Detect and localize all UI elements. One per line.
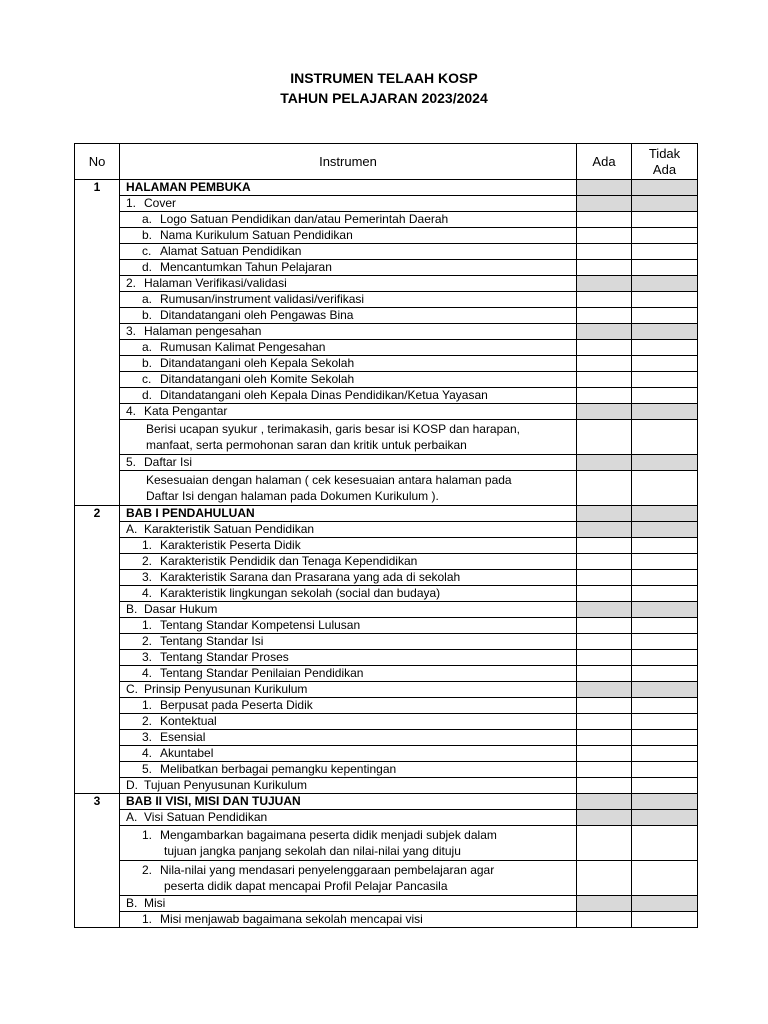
checkbox-cell-tidak-ada	[632, 794, 698, 810]
checkbox-cell-ada[interactable]	[577, 244, 632, 260]
table-row	[75, 618, 698, 634]
table-row	[75, 324, 698, 340]
item-text: Alamat Satuan Pendidikan	[160, 244, 302, 258]
instrument-item	[120, 730, 577, 746]
item-label: 2.	[142, 863, 153, 877]
header-ada: Ada	[577, 144, 632, 180]
table-row	[75, 778, 698, 794]
section-number: 2	[75, 506, 120, 794]
item-text: Esensial	[160, 730, 206, 744]
item-text: Melibatkan berbagai pemangku kepentingan	[160, 762, 397, 776]
instrument-table	[74, 143, 698, 928]
checkbox-cell-tidak-ada[interactable]	[632, 570, 698, 586]
checkbox-cell-tidak-ada[interactable]	[632, 618, 698, 634]
instrument-item	[120, 212, 577, 228]
item-text: Akuntabel	[160, 746, 214, 760]
instrument-item	[120, 826, 577, 861]
item-label: d.	[142, 260, 153, 274]
item-label: a.	[142, 292, 153, 306]
checkbox-cell-tidak-ada[interactable]	[632, 212, 698, 228]
item-label: 2.	[126, 276, 137, 290]
instrument-item	[120, 388, 577, 404]
checkbox-cell-tidak-ada[interactable]	[632, 912, 698, 928]
instrument-item	[120, 404, 577, 420]
instrument-item	[120, 666, 577, 682]
instrument-item	[120, 292, 577, 308]
table-row	[75, 650, 698, 666]
checkbox-cell-ada[interactable]	[577, 730, 632, 746]
instrument-item	[120, 698, 577, 714]
instrument-item	[120, 896, 577, 912]
table-row	[75, 570, 698, 586]
item-label: 1.	[142, 828, 153, 842]
item-label: 1.	[126, 196, 137, 210]
instrument-item	[120, 420, 577, 455]
item-text: Misi menjawab bagaimana sekolah mencapai visi	[160, 912, 423, 926]
instrument-item	[120, 810, 577, 826]
item-text: Nila-nilai yang mendasari penyelenggaraan pembelajaran agar	[160, 863, 495, 877]
header-tidak-ada	[632, 144, 698, 180]
table-row	[75, 372, 698, 388]
item-text: Tentang Standar Isi	[160, 634, 264, 648]
section-title: BAB II VISI, MISI DAN TUJUAN	[120, 794, 577, 810]
checkbox-cell-tidak-ada	[632, 682, 698, 698]
table-row	[75, 455, 698, 471]
item-label: b.	[142, 356, 153, 370]
checkbox-cell-ada[interactable]	[577, 912, 632, 928]
instrument-item	[120, 554, 577, 570]
item-text-continued: peserta didik dapat mencapai Profil Pelajar Pancasila	[164, 879, 448, 893]
instrument-item	[120, 324, 577, 340]
instrument-item	[120, 196, 577, 212]
item-text: Karakteristik Peserta Didik	[160, 538, 301, 552]
checkbox-cell-ada[interactable]	[577, 650, 632, 666]
checkbox-cell-ada	[577, 522, 632, 538]
section-number: 3	[75, 794, 120, 928]
checkbox-cell-tidak-ada	[632, 276, 698, 292]
header-instrumen: Instrumen	[120, 144, 577, 180]
item-text: Mencantumkan Tahun Pelajaran	[160, 260, 332, 274]
checkbox-cell-tidak-ada[interactable]	[632, 861, 698, 896]
checkbox-cell-ada[interactable]	[577, 618, 632, 634]
item-label: 3.	[142, 730, 153, 744]
item-text: Tentang Standar Penilaian Pendidikan	[160, 666, 364, 680]
checkbox-cell-tidak-ada	[632, 896, 698, 912]
instrument-item	[120, 471, 577, 506]
checkbox-cell-tidak-ada[interactable]	[632, 356, 698, 372]
table-row	[75, 554, 698, 570]
item-text: Nama Kurikulum Satuan Pendidikan	[160, 228, 353, 242]
checkbox-cell-ada	[577, 404, 632, 420]
checkbox-cell-tidak-ada[interactable]	[632, 634, 698, 650]
item-label: D.	[126, 778, 138, 792]
checkbox-cell-tidak-ada[interactable]	[632, 778, 698, 794]
checkbox-cell-tidak-ada[interactable]	[632, 650, 698, 666]
instrument-item	[120, 762, 577, 778]
checkbox-cell-ada[interactable]	[577, 340, 632, 356]
table-row	[75, 666, 698, 682]
instrument-item	[120, 522, 577, 538]
table-row	[75, 260, 698, 276]
item-text: Ditandatangani oleh Pengawas Bina	[160, 308, 354, 322]
item-text: Berisi ucapan syukur , terimakasih, garis besar isi KOSP dan harapan,	[146, 422, 520, 436]
item-label: 2.	[142, 714, 153, 728]
item-label: 4.	[142, 586, 153, 600]
section-row	[75, 180, 698, 196]
table-row	[75, 682, 698, 698]
header-tidak-ada-line1: Tidak	[648, 145, 681, 161]
checkbox-cell-ada[interactable]	[577, 356, 632, 372]
table-row	[75, 602, 698, 618]
item-text: Ditandatangani oleh Kepala Dinas Pendidikan/Ketua Yayasan	[160, 388, 488, 402]
instrument-item	[120, 244, 577, 260]
item-text-continued: manfaat, serta permohonan saran dan kritik untuk perbaikan	[146, 438, 467, 452]
checkbox-cell-tidak-ada[interactable]	[632, 586, 698, 602]
instrument-item	[120, 714, 577, 730]
section-number: 1	[75, 180, 120, 506]
item-text: Prinsip Penyusunan Kurikulum	[144, 682, 308, 696]
instrument-item	[120, 276, 577, 292]
instrument-item	[120, 778, 577, 794]
instrument-item	[120, 570, 577, 586]
item-label: 3.	[142, 570, 153, 584]
table-row	[75, 308, 698, 324]
item-label: c.	[142, 244, 152, 258]
item-text-continued: tujuan jangka panjang sekolah dan nilai-nilai yang dituju	[164, 844, 461, 858]
checkbox-cell-tidak-ada	[632, 602, 698, 618]
section-title: BAB I PENDAHULUAN	[120, 506, 577, 522]
item-text: Dasar Hukum	[144, 602, 218, 616]
item-text: Mengambarkan bagaimana peserta didik menjadi subjek dalam	[160, 828, 497, 842]
section-row	[75, 506, 698, 522]
table-header-row	[75, 144, 698, 180]
item-text: Ditandatangani oleh Komite Sekolah	[160, 372, 355, 386]
table-row	[75, 714, 698, 730]
item-text: Daftar Isi	[144, 455, 193, 469]
checkbox-cell-ada	[577, 896, 632, 912]
checkbox-cell-tidak-ada[interactable]	[632, 714, 698, 730]
checkbox-cell-ada	[577, 682, 632, 698]
table-row	[75, 276, 698, 292]
checkbox-cell-tidak-ada	[632, 455, 698, 471]
instrument-item	[120, 618, 577, 634]
checkbox-cell-ada[interactable]	[577, 714, 632, 730]
item-label: d.	[142, 388, 153, 402]
instrument-item	[120, 746, 577, 762]
item-label: A.	[126, 810, 138, 824]
table-row	[75, 404, 698, 420]
instrument-item	[120, 586, 577, 602]
item-text: Misi	[144, 896, 166, 910]
item-label: A.	[126, 522, 138, 536]
checkbox-cell-ada[interactable]	[577, 554, 632, 570]
item-text: Tujuan Penyusunan Kurikulum	[144, 778, 307, 792]
checkbox-cell-tidak-ada	[632, 180, 698, 196]
item-text: Tentang Standar Kompetensi Lulusan	[160, 618, 361, 632]
item-text: Halaman Verifikasi/validasi	[144, 276, 287, 290]
table-row	[75, 912, 698, 928]
document-subtitle: TAHUN PELAJARAN 2023/2024	[280, 90, 488, 106]
checkbox-cell-ada	[577, 196, 632, 212]
item-label: 2.	[142, 634, 153, 648]
table-row	[75, 522, 698, 538]
item-text: Halaman pengesahan	[144, 324, 262, 338]
checkbox-cell-ada	[577, 180, 632, 196]
checkbox-cell-tidak-ada[interactable]	[632, 292, 698, 308]
item-label: 5.	[126, 455, 137, 469]
instrument-item	[120, 372, 577, 388]
item-text: Ditandatangani oleh Kepala Sekolah	[160, 356, 355, 370]
header-tidak-ada-line2: Ada	[652, 161, 677, 177]
checkbox-cell-tidak-ada[interactable]	[632, 244, 698, 260]
checkbox-cell-ada[interactable]	[577, 861, 632, 896]
item-text: Rumusan/instrument validasi/verifikasi	[160, 292, 365, 306]
checkbox-cell-ada[interactable]	[577, 698, 632, 714]
checkbox-cell-tidak-ada[interactable]	[632, 471, 698, 506]
instrument-item	[120, 634, 577, 650]
item-label: a.	[142, 212, 153, 226]
item-label: 4.	[126, 404, 137, 418]
table-row	[75, 228, 698, 244]
checkbox-cell-ada	[577, 506, 632, 522]
table-row	[75, 730, 698, 746]
item-text: Tentang Standar Proses	[160, 650, 289, 664]
item-label: 2.	[142, 554, 153, 568]
checkbox-cell-ada	[577, 455, 632, 471]
checkbox-cell-ada[interactable]	[577, 292, 632, 308]
item-text: Karakteristik lingkungan sekolah (social dan budaya)	[160, 586, 441, 600]
item-text: Karakteristik Pendidik dan Tenaga Kependidikan	[160, 554, 418, 568]
checkbox-cell-tidak-ada[interactable]	[632, 308, 698, 324]
table-row	[75, 538, 698, 554]
section-row	[75, 794, 698, 810]
table-row	[75, 244, 698, 260]
table-row	[75, 762, 698, 778]
item-label: 1.	[142, 912, 153, 926]
table-row	[75, 212, 698, 228]
table-row	[75, 356, 698, 372]
item-text: Berpusat pada Peserta Didik	[160, 698, 313, 712]
instrument-item	[120, 356, 577, 372]
item-label: 3.	[142, 650, 153, 664]
item-text: Cover	[144, 196, 177, 210]
item-label: 4.	[142, 746, 153, 760]
item-text: Kesesuaian dengan halaman ( cek kesesuaian antara halaman pada	[146, 473, 512, 487]
item-label: 1.	[142, 618, 153, 632]
checkbox-cell-ada[interactable]	[577, 388, 632, 404]
checkbox-cell-tidak-ada[interactable]	[632, 372, 698, 388]
item-label: C.	[126, 682, 138, 696]
checkbox-cell-tidak-ada[interactable]	[632, 826, 698, 861]
checkbox-cell-ada[interactable]	[577, 778, 632, 794]
checkbox-cell-ada	[577, 794, 632, 810]
checkbox-cell-tidak-ada[interactable]	[632, 420, 698, 455]
table-row	[75, 420, 698, 455]
item-label: B.	[126, 602, 138, 616]
instrument-item	[120, 260, 577, 276]
checkbox-cell-tidak-ada	[632, 810, 698, 826]
checkbox-cell-ada	[577, 810, 632, 826]
table-row	[75, 861, 698, 896]
item-text: Karakteristik Sarana dan Prasarana yang ada di sekolah	[160, 570, 461, 584]
checkbox-cell-tidak-ada[interactable]	[632, 228, 698, 244]
checkbox-cell-ada[interactable]	[577, 228, 632, 244]
item-text: Visi Satuan Pendidikan	[144, 810, 268, 824]
checkbox-cell-ada[interactable]	[577, 634, 632, 650]
checkbox-cell-ada[interactable]	[577, 372, 632, 388]
table-row	[75, 471, 698, 506]
table-row	[75, 196, 698, 212]
item-text: Karakteristik Satuan Pendidikan	[144, 522, 315, 536]
checkbox-cell-tidak-ada[interactable]	[632, 746, 698, 762]
instrument-item	[120, 538, 577, 554]
instrument-item	[120, 650, 577, 666]
item-text: Logo Satuan Pendidikan dan/atau Pemerintah Daerah	[160, 212, 449, 226]
checkbox-cell-tidak-ada[interactable]	[632, 666, 698, 682]
checkbox-cell-ada[interactable]	[577, 586, 632, 602]
checkbox-cell-tidak-ada	[632, 196, 698, 212]
header-no: No	[75, 144, 120, 180]
checkbox-cell-ada	[577, 276, 632, 292]
table-row	[75, 896, 698, 912]
checkbox-cell-tidak-ada	[632, 324, 698, 340]
item-label: 1.	[142, 698, 153, 712]
checkbox-cell-ada[interactable]	[577, 762, 632, 778]
checkbox-cell-ada[interactable]	[577, 420, 632, 455]
instrument-item	[120, 455, 577, 471]
checkbox-cell-tidak-ada[interactable]	[632, 762, 698, 778]
instrument-item	[120, 340, 577, 356]
checkbox-cell-tidak-ada[interactable]	[632, 340, 698, 356]
item-text: Kata Pengantar	[144, 404, 228, 418]
table-row	[75, 826, 698, 861]
checkbox-cell-ada[interactable]	[577, 570, 632, 586]
checkbox-cell-ada	[577, 602, 632, 618]
checkbox-cell-tidak-ada[interactable]	[632, 538, 698, 554]
table-row	[75, 586, 698, 602]
item-label: B.	[126, 896, 138, 910]
instrument-item	[120, 861, 577, 896]
checkbox-cell-ada[interactable]	[577, 212, 632, 228]
checkbox-cell-ada[interactable]	[577, 260, 632, 276]
table-body	[75, 180, 698, 928]
checkbox-cell-tidak-ada	[632, 404, 698, 420]
item-label: c.	[142, 372, 152, 386]
checkbox-cell-ada[interactable]	[577, 471, 632, 506]
table-row	[75, 634, 698, 650]
instrument-item	[120, 228, 577, 244]
table-row	[75, 340, 698, 356]
section-title: HALAMAN PEMBUKA	[120, 180, 577, 196]
item-label: b.	[142, 308, 153, 322]
checkbox-cell-ada	[577, 324, 632, 340]
checkbox-cell-ada[interactable]	[577, 826, 632, 861]
item-label: 1.	[142, 538, 153, 552]
checkbox-cell-ada[interactable]	[577, 666, 632, 682]
item-text: Kontektual	[160, 714, 217, 728]
instrument-item	[120, 912, 577, 928]
document-title: INSTRUMEN TELAAH KOSP	[290, 70, 478, 86]
instrument-item	[120, 602, 577, 618]
item-text-continued: Daftar Isi dengan halaman pada Dokumen Kurikulum ).	[146, 489, 439, 503]
table-row	[75, 698, 698, 714]
table-row	[75, 292, 698, 308]
item-label: a.	[142, 340, 153, 354]
checkbox-cell-tidak-ada	[632, 522, 698, 538]
item-label: 5.	[142, 762, 153, 776]
checkbox-cell-tidak-ada[interactable]	[632, 388, 698, 404]
checkbox-cell-ada[interactable]	[577, 746, 632, 762]
item-label: 3.	[126, 324, 137, 338]
table-row	[75, 810, 698, 826]
table-row	[75, 746, 698, 762]
checkbox-cell-ada[interactable]	[577, 538, 632, 554]
table-row	[75, 388, 698, 404]
checkbox-cell-tidak-ada[interactable]	[632, 554, 698, 570]
item-text: Rumusan Kalimat Pengesahan	[160, 340, 326, 354]
checkbox-cell-tidak-ada[interactable]	[632, 698, 698, 714]
checkbox-cell-tidak-ada[interactable]	[632, 730, 698, 746]
item-label: b.	[142, 228, 153, 242]
instrument-item	[120, 682, 577, 698]
item-label: 4.	[142, 666, 153, 680]
instrument-item	[120, 308, 577, 324]
checkbox-cell-tidak-ada	[632, 506, 698, 522]
checkbox-cell-ada[interactable]	[577, 308, 632, 324]
checkbox-cell-tidak-ada[interactable]	[632, 260, 698, 276]
